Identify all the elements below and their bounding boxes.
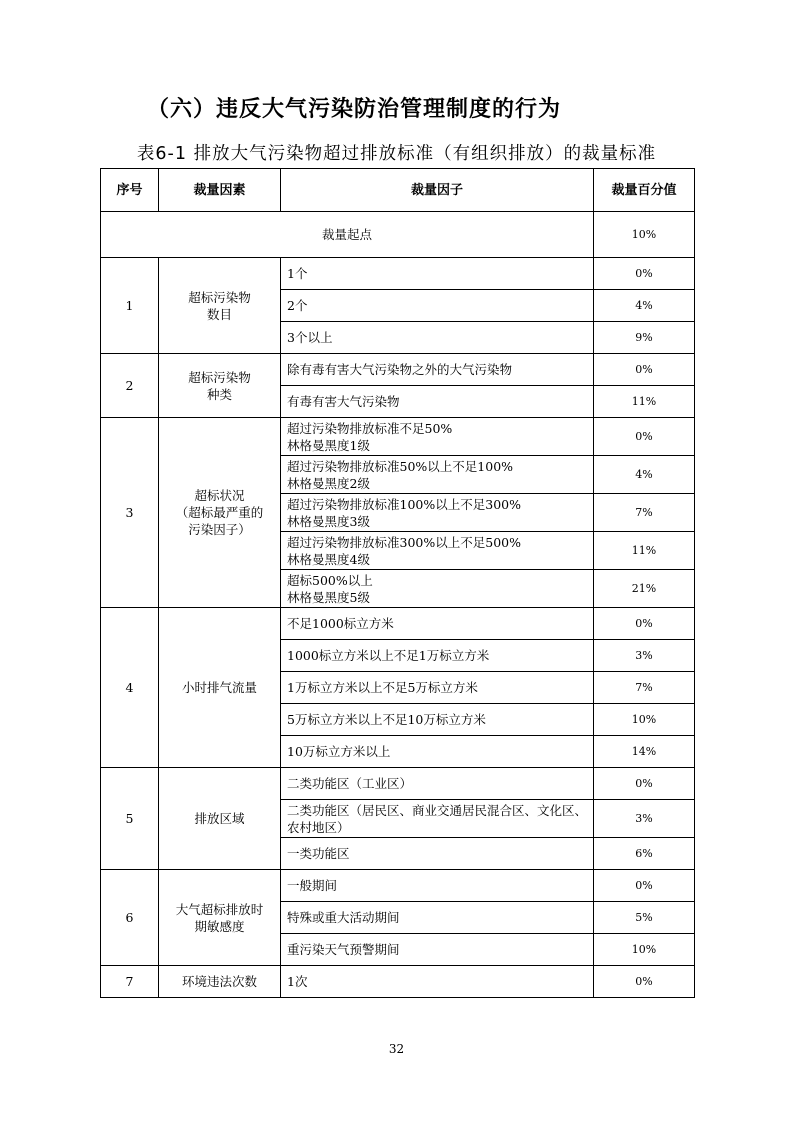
percent-cell: 0% [594,418,695,456]
table-row [101,768,695,800]
sub-factor-cell: 1次 [281,966,594,998]
percent-cell: 0% [594,966,695,998]
group-factor: 环境违法次数 [159,966,281,998]
sub-factor-cell: 不足1000标立方米 [281,608,594,640]
percent-cell: 21% [594,570,695,608]
percent-cell: 10% [594,704,695,736]
table-row [101,608,695,640]
sub-factor-cell: 一般期间 [281,870,594,902]
header-factor: 裁量因素 [159,169,281,212]
percent-cell: 4% [594,290,695,322]
group-no: 1 [101,258,159,354]
sub-factor-cell: 有毒有害大气污染物 [281,386,594,418]
group-factor: 超标状况 （超标最严重的 污染因子） [159,418,281,608]
percent-cell: 10% [594,934,695,966]
sub-factor-cell: 除有毒有害大气污染物之外的大气污染物 [281,354,594,386]
table-row [101,258,695,290]
group-no: 2 [101,354,159,418]
sub-factor-cell: 3个以上 [281,322,594,354]
percent-cell: 11% [594,532,695,570]
percent-cell: 6% [594,838,695,870]
percent-cell: 7% [594,494,695,532]
group-no: 3 [101,418,159,608]
percent-cell: 0% [594,608,695,640]
percent-cell: 3% [594,800,695,838]
sub-factor-cell: 超过污染物排放标准不足50% 林格曼黑度1级 [281,418,594,456]
group-no: 5 [101,768,159,870]
sub-factor-cell: 5万标立方米以上不足10万标立方米 [281,704,594,736]
discretion-table [100,168,695,998]
sub-factor-cell: 超过污染物排放标准100%以上不足300% 林格曼黑度3级 [281,494,594,532]
sub-factor-cell: 超过污染物排放标准50%以上不足100% 林格曼黑度2级 [281,456,594,494]
sub-factor-cell: 一类功能区 [281,838,594,870]
sub-factor-cell: 特殊或重大活动期间 [281,902,594,934]
table-header-row [101,169,695,212]
group-no: 6 [101,870,159,966]
sub-factor-cell: 二类功能区（居民区、商业交通居民混合区、文化区、农村地区） [281,800,594,838]
table-caption: 表6-1 排放大气污染物超过排放标准（有组织排放）的裁量标准 [136,144,657,164]
table-row [101,354,695,386]
page-number: 32 [388,1042,405,1056]
percent-cell: 5% [594,902,695,934]
group-factor: 小时排气流量 [159,608,281,768]
percent-cell: 7% [594,672,695,704]
sub-factor-cell: 超过污染物排放标准300%以上不足500% 林格曼黑度4级 [281,532,594,570]
percent-cell: 0% [594,870,695,902]
header-no: 序号 [101,169,159,212]
table-row [101,870,695,902]
sub-factor-cell: 超标500%以上 林格曼黑度5级 [281,570,594,608]
percent-cell: 0% [594,258,695,290]
sub-factor-cell: 2个 [281,290,594,322]
percent-cell: 14% [594,736,695,768]
header-percent: 裁量百分值 [594,169,695,212]
group-factor: 排放区域 [159,768,281,870]
start-label: 裁量起点 [101,212,594,258]
sub-factor-cell: 1000标立方米以上不足1万标立方米 [281,640,594,672]
sub-factor-cell: 1个 [281,258,594,290]
group-no: 4 [101,608,159,768]
header-sub-factor: 裁量因子 [281,169,594,212]
percent-cell: 11% [594,386,695,418]
sub-factor-cell: 重污染天气预警期间 [281,934,594,966]
table-row [101,966,695,998]
group-factor: 超标污染物 种类 [159,354,281,418]
sub-factor-cell: 二类功能区（工业区） [281,768,594,800]
percent-cell: 0% [594,768,695,800]
group-factor: 大气超标排放时 期敏感度 [159,870,281,966]
start-percent: 10% [594,212,695,258]
percent-cell: 9% [594,322,695,354]
group-no: 7 [101,966,159,998]
table-row [101,418,695,456]
sub-factor-cell: 1万标立方米以上不足5万标立方米 [281,672,594,704]
percent-cell: 3% [594,640,695,672]
start-row [101,212,695,258]
percent-cell: 0% [594,354,695,386]
sub-factor-cell: 10万标立方米以上 [281,736,594,768]
percent-cell: 4% [594,456,695,494]
section-title: （六）违反大气污染防治管理制度的行为 [147,97,562,122]
group-factor: 超标污染物 数目 [159,258,281,354]
